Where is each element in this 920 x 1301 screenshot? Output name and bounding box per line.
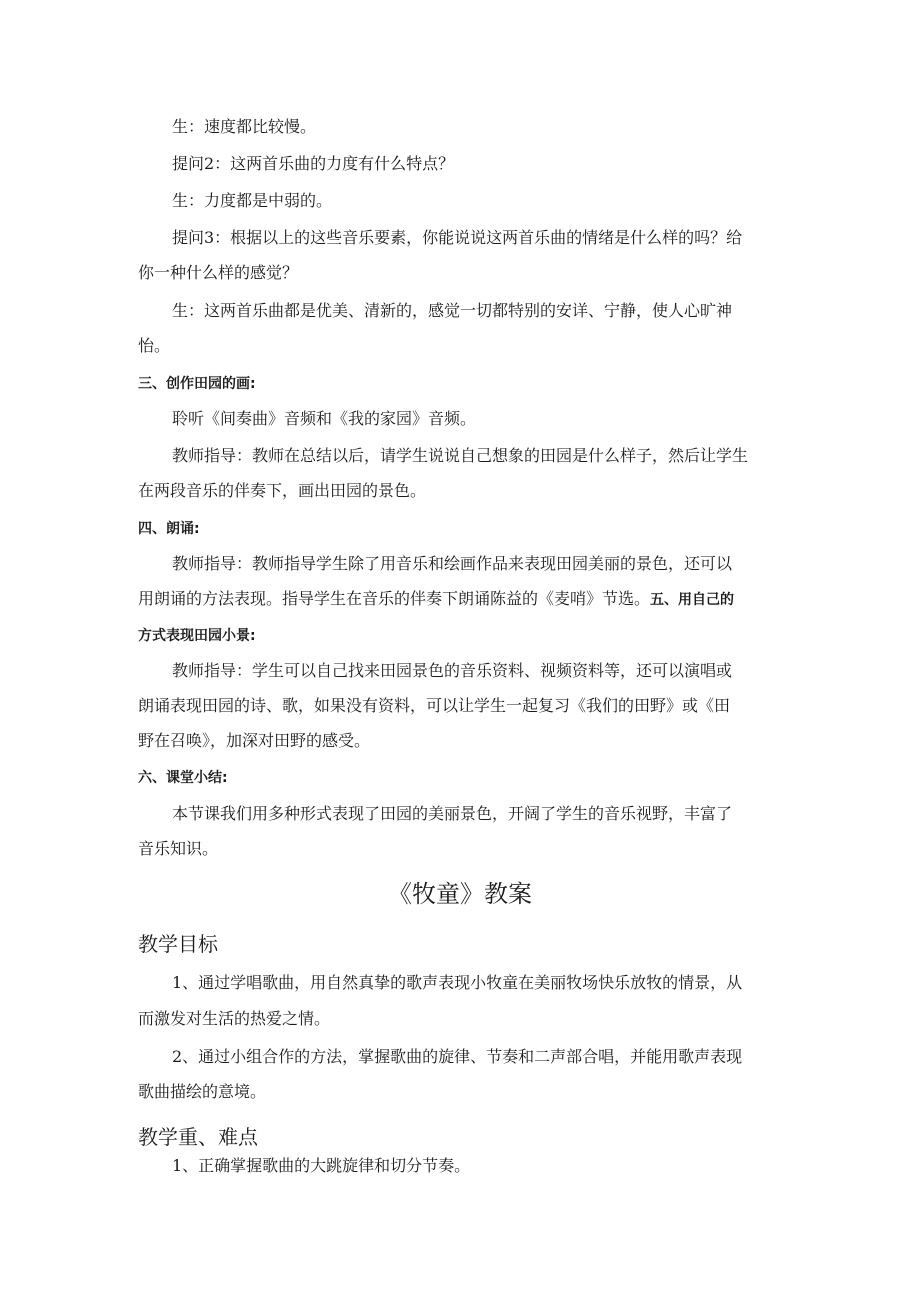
- key-point-1: 1、正确掌握歌曲的大跳旋律和切分节奏。: [172, 1156, 471, 1175]
- paragraph-listen-audio: 聆听《间奏曲》音频和《我的家园》音频。: [172, 409, 477, 428]
- goal-1-line-1: 1、通过学唱歌曲，用自然真挚的歌声表现小牧童在美丽牧场快乐放牧的情景，从: [172, 973, 743, 992]
- heading-section-4: 四、朗诵:: [138, 521, 200, 537]
- paragraph-teacher-guide-recite-line-1: 教师指导：教师指导学生除了用音乐和绘画作品来表现田园美丽的景色，还可以: [172, 554, 733, 573]
- paragraph-question-3-line-1: 提问3：根据以上的这些音乐要素，你能说说这两首乐曲的情绪是什么样的吗？给: [172, 228, 743, 247]
- heading-section-3: 三、创作田园的画:: [138, 376, 256, 392]
- paragraph-teacher-guide-resources-line-3: 野在召唤》，加深对田野的感受。: [138, 731, 371, 750]
- recite-text: 用朗诵的方法表现。指导学生在音乐的伴奏下朗诵陈益的《麦哨》节选。: [138, 589, 651, 608]
- paragraph-question-3-line-2: 你一种什么样的感觉？: [138, 263, 299, 282]
- lesson-plan-title: 《牧童》教案: [388, 880, 532, 908]
- goal-1-line-2: 而激发对生活的热爱之情。: [138, 1009, 331, 1028]
- paragraph-teacher-guide-resources-line-2: 朗诵表现田园的诗、歌，如果没有资料，可以让学生一起复习《我们的田野》或《田: [138, 696, 731, 715]
- paragraph-teacher-guide-recite-line-2: [138, 582, 788, 617]
- goal-2-line-2: 歌曲描绘的意境。: [138, 1082, 267, 1101]
- heading-section-6: 六、课堂小结:: [138, 770, 228, 786]
- paragraph-student-answer-dynamics: 生：力度都是中弱的。: [172, 191, 333, 210]
- paragraph-teacher-guide-draw-line-1: 教师指导：教师在总结以后，请学生说说自己想象的田园是什么样子，然后让学生: [172, 446, 749, 465]
- paragraph-student-answer-mood-line-1: 生：这两首乐曲都是优美、清新的，感觉一切都特别的安详、宁静，使人心旷神: [172, 301, 733, 320]
- paragraph-question-2: 提问2：这两首乐曲的力度有什么特点？: [172, 154, 455, 173]
- paragraph-teacher-guide-draw-line-2: 在两段音乐的伴奏下，画出田园的景色。: [138, 481, 427, 500]
- paragraph-student-answer-mood-line-2: 怡。: [138, 336, 171, 355]
- paragraph-summary-line-1: 本节课我们用多种形式表现了田园的美丽景色，开阔了学生的音乐视野，丰富了: [172, 804, 733, 823]
- paragraph-summary-line-2: 音乐知识。: [138, 839, 219, 858]
- section-key-difficult-points: 教学重、难点: [138, 1125, 258, 1149]
- section-teaching-goals: 教学目标: [138, 932, 218, 956]
- paragraph-teacher-guide-resources-line-1: 教师指导：学生可以自己找来田园景色的音乐资料、视频资料等，还可以演唱或: [172, 661, 733, 680]
- paragraph-student-answer-speed: 生：速度都比较慢。: [172, 117, 317, 136]
- heading-section-5-part-1: 五、用自己的: [650, 592, 735, 608]
- heading-section-5-part-2: 方式表现田园小景:: [138, 628, 256, 644]
- goal-2-line-1: 2、通过小组合作的方法，掌握歌曲的旋律、节奏和二声部合唱，并能用歌声表现: [172, 1047, 743, 1066]
